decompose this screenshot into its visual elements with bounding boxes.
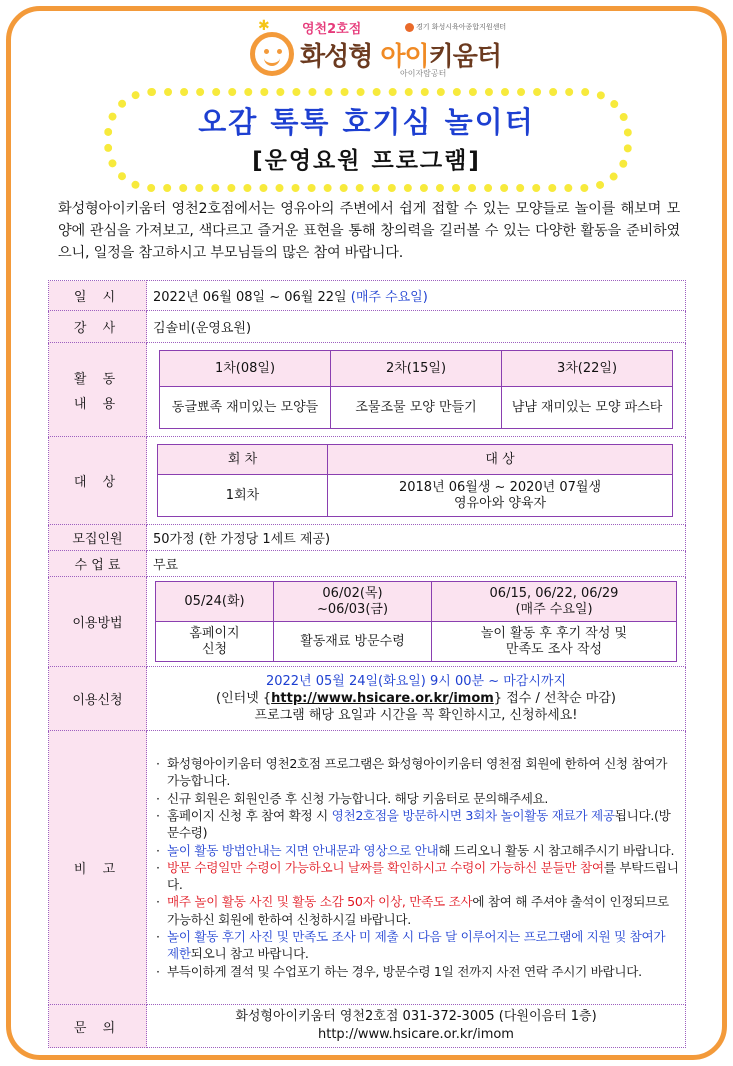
method-step-1: 홈페이지 신청 <box>156 622 274 662</box>
activity-header-2: 2차(15일) <box>331 351 502 387</box>
activity-item-3: 냠냠 재미있는 모양 파스타 <box>502 387 673 429</box>
apply-url-link[interactable]: http://www.hsicare.or.kr/imom <box>271 691 494 706</box>
label-date: 일 시 <box>49 281 147 311</box>
partner-dot-icon <box>405 23 414 32</box>
target-table <box>157 444 673 517</box>
row-teacher <box>49 311 686 343</box>
method-table <box>155 581 677 662</box>
row-activity <box>49 343 686 437</box>
note-item: · 부득이하게 결석 및 수업포기 하는 경우, 방문수령 1일 전까지 사전 연락 주시기 바랍니다. <box>153 963 679 980</box>
logo-subtitle: 아이자람공터 <box>400 69 447 78</box>
label-notes: 비 고 <box>49 731 147 1005</box>
target-header-audience: 대 상 <box>328 445 673 475</box>
activity-item-1: 동글뾰족 재미있는 모양들 <box>160 387 331 429</box>
activity-cell <box>147 343 686 437</box>
activity-header-1: 1차(08일) <box>160 351 331 387</box>
page-subtitle: [운영요원 프로그램] <box>252 148 481 174</box>
activity-table <box>159 350 673 429</box>
label-contact: 문 의 <box>49 1005 147 1048</box>
method-step-2: 활동재료 방문수령 <box>274 622 432 662</box>
row-recruit <box>49 525 686 551</box>
intro-text: 화성형아이키움터 영천2호점에서는 영유아의 주변에서 쉽게 접할 수 있는 모양들로 놀이를 해보며 모양에 관심을 가져보고, 색다르고 즐거운 표현을 통해 창의력을 길러볼 수 있는 다양한 활동을 준비하였으니, 일정을 참고하시고 부모님들의 많은 참여 바랍니다. <box>58 201 680 261</box>
info-table <box>48 280 686 1048</box>
method-cell <box>147 577 686 667</box>
notes-cell <box>147 731 686 1005</box>
apply-channel: (인터넷 {http://www.hsicare.or.kr/imom} 접수 / 선착순 마감) <box>216 691 616 706</box>
note-item: · 놀이 활동 방법안내는 지면 안내문과 영상으로 안내해 드리오니 활동 시 참고해주시기 바랍니다. <box>153 842 679 859</box>
value-teacher: 김솔비(운영요원) <box>147 311 686 343</box>
value-date: 2022년 06월 08일 ~ 06월 22일 (매주 수요일) <box>147 281 686 311</box>
apply-date: 2022년 05월 24일(화요일) 9시 00분 ~ 마감시까지 <box>265 674 567 689</box>
row-method <box>49 577 686 667</box>
note-item: · 매주 놀이 활동 사진 및 활동 소감 50자 이상, 만족도 조사에 참여 해 주셔야 출석이 인정되므로 가능하신 회원에 한하여 신청하시길 바랍니다. <box>153 893 679 928</box>
target-cell <box>147 437 686 525</box>
notes-list <box>153 755 679 980</box>
label-target: 대 상 <box>49 437 147 525</box>
note-item: · 신규 회원은 회원인증 후 신청 가능합니다. 해당 키움터로 문의해주세요. <box>153 790 679 807</box>
partner-logo: 경기 화성시육아종합지원센터 <box>405 22 506 32</box>
page-title: 오감 톡톡 호기심 놀이터 <box>198 105 535 139</box>
note-item: · 놀이 활동 후기 사진 및 만족도 조사 미 제출 시 다음 달 이루어지는 프로그램에 지원 및 참여가 제한되오니 참고 바랍니다. <box>153 928 679 963</box>
row-target <box>49 437 686 525</box>
smile-face-icon <box>250 32 294 76</box>
target-audience: 2018년 06월생 ~ 2020년 07월생 영유아와 양육자 <box>328 475 673 517</box>
label-teacher: 강 사 <box>49 311 147 343</box>
label-fee: 수 업 료 <box>49 551 147 577</box>
value-fee: 무료 <box>147 551 686 577</box>
value-recruit: 50가정 (한 가정당 1세트 제공) <box>147 525 686 551</box>
row-apply <box>49 667 686 731</box>
target-header-round: 회 차 <box>158 445 328 475</box>
star-icon: ✱ <box>258 18 270 34</box>
activity-header-3: 3차(22일) <box>502 351 673 387</box>
contact-info: 화성형아이키움터 영천2호점 031-372-3005 (다원이음터 1층) <box>235 1009 597 1024</box>
note-item: · 방문 수령일만 수령이 가능하오니 날짜를 확인하시고 수령이 가능하신 분들만 참여를 부탁드립니다. <box>153 859 679 894</box>
target-round: 1회차 <box>158 475 328 517</box>
note-item: · 화성형아이키움터 영천2호점 프로그램은 화성형아이키움터 영천점 회원에 한하여 신청 참여가 가능합니다. <box>153 755 679 790</box>
note-item: · 홈페이지 신청 후 참여 확정 시 영천2호점을 방문하시면 3회차 놀이활동 재료가 제공됩니다.(방문수령) <box>153 807 679 842</box>
label-activity: 활 동 내 용 <box>49 343 147 437</box>
logo-branch: 영천2호점 <box>302 22 362 37</box>
method-header-1: 05/24(화) <box>156 582 274 622</box>
row-contact <box>49 1005 686 1048</box>
contact-url[interactable]: http://www.hsicare.or.kr/imom <box>318 1027 514 1042</box>
method-header-2: 06/02(목) ~06/03(금) <box>274 582 432 622</box>
contact-cell <box>147 1005 686 1048</box>
row-notes <box>49 731 686 1005</box>
row-fee <box>49 551 686 577</box>
row-date <box>49 281 686 311</box>
label-method: 이용방법 <box>49 577 147 667</box>
label-apply: 이용신청 <box>49 667 147 731</box>
activity-item-2: 조물조물 모양 만들기 <box>331 387 502 429</box>
apply-notice: 프로그램 해당 요일과 시간을 꼭 확인하시고, 신청하세요! <box>254 708 578 723</box>
method-step-3: 놀이 활동 후 후기 작성 및 만족도 조사 작성 <box>432 622 677 662</box>
logo-name: 화성형 아이키움터 <box>300 42 501 72</box>
apply-cell <box>147 667 686 731</box>
label-recruit: 모집인원 <box>49 525 147 551</box>
method-header-3: 06/15, 06/22, 06/29 (매주 수요일) <box>432 582 677 622</box>
